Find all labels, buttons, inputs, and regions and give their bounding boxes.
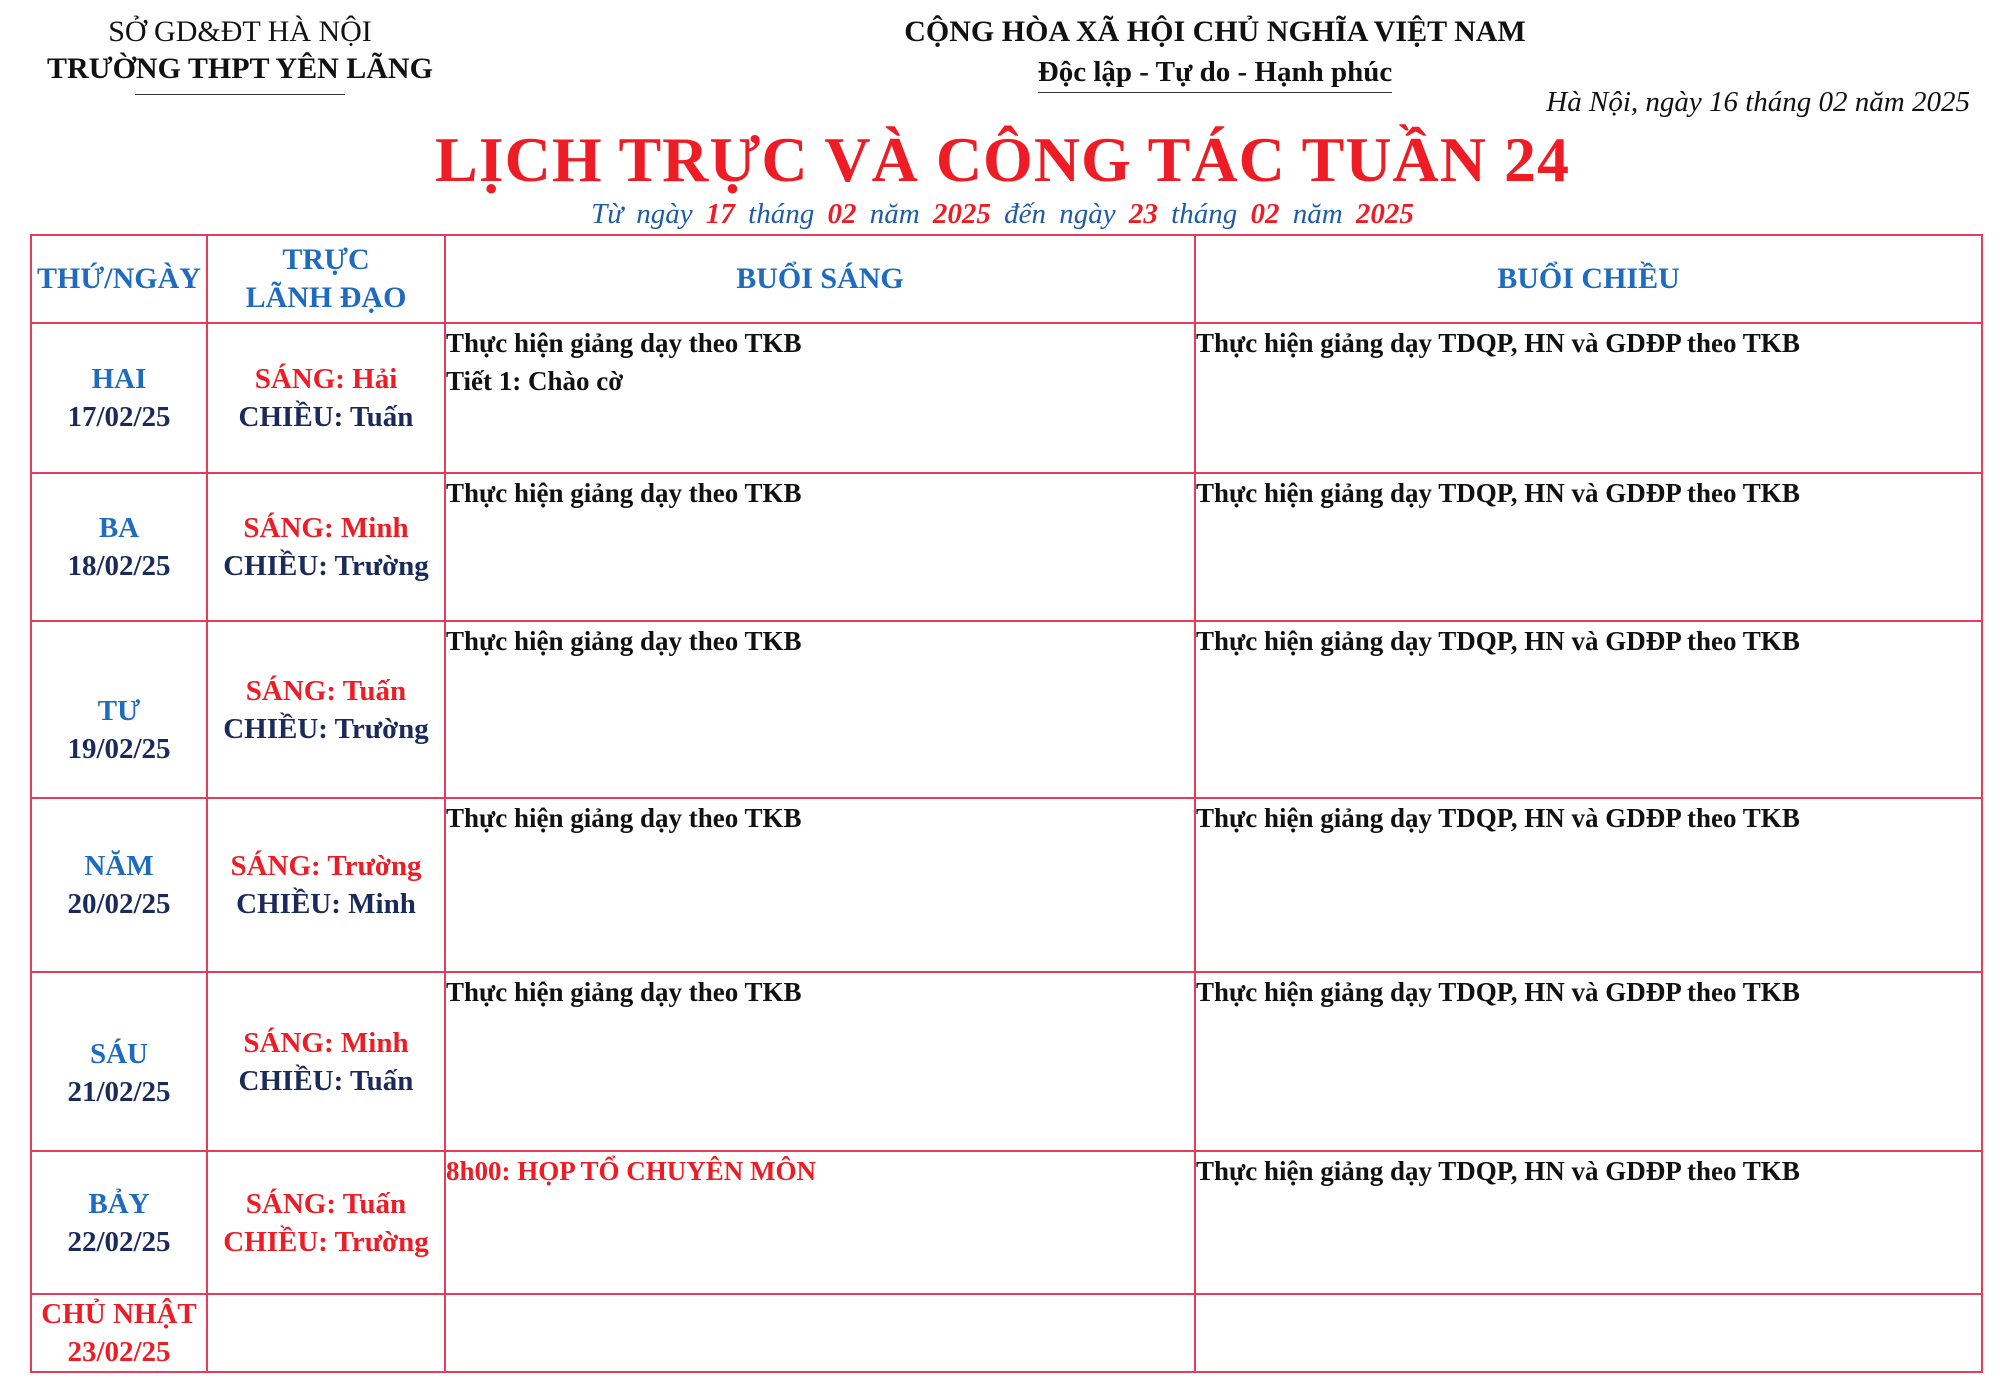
afternoon-activity: Thực hiện giảng dạy TDQP, HN và GDĐP theo TKB: [1196, 328, 1800, 358]
table-row: [31, 323, 1982, 473]
national-header: [860, 14, 1570, 93]
weekday: TƯ: [97, 694, 141, 727]
issuer-block: [30, 14, 450, 95]
lead-morning: SÁNG: Hải: [254, 363, 398, 395]
page-title: LỊCH TRỰC VÀ CÔNG TÁC TUẦN 24: [435, 124, 1570, 195]
afternoon-cell: [1195, 621, 1982, 798]
lead-morning: SÁNG: Minh: [243, 1026, 409, 1059]
lead-cell: [207, 621, 445, 798]
range-year-label: năm: [869, 198, 920, 230]
range-from-label: Từ ngày: [591, 198, 693, 230]
afternoon-activity: Thực hiện giảng dạy TDQP, HN và GDĐP theo TKB: [1196, 626, 1800, 656]
range-to-day: 23: [1128, 198, 1158, 230]
schedule-table: [30, 234, 1983, 1373]
afternoon-activity: Thực hiện giảng dạy TDQP, HN và GDĐP theo TKB: [1196, 803, 1800, 833]
date: 20/02/25: [67, 888, 171, 920]
morning-cell: [445, 1151, 1195, 1294]
lead-afternoon: CHIỀU: Tuấn: [238, 1064, 414, 1097]
date: 22/02/25: [67, 1225, 171, 1258]
weekday: BA: [98, 512, 140, 544]
lead-afternoon: CHIỀU: Tuấn: [238, 401, 414, 433]
national-motto: Độc lập - Tự do - Hạnh phúc: [1038, 54, 1393, 93]
department-name: SỞ GD&ĐT HÀ NỘI: [108, 15, 372, 48]
header-afternoon: BUỔI CHIỀU: [1195, 235, 1982, 323]
morning-activity: Thực hiện giảng dạy theo TKB: [446, 803, 802, 833]
lead-morning: SÁNG: Tuấn: [245, 1187, 407, 1220]
table-row: [31, 798, 1982, 972]
nation-title: CỘNG HÒA XÃ HỘI CHỦ NGHĨA VIỆT NAM: [904, 15, 1526, 48]
lead-morning: SÁNG: Trường: [230, 850, 422, 882]
afternoon-cell: [1195, 323, 1982, 473]
afternoon-cell: [1195, 473, 1982, 621]
afternoon-cell: [1195, 972, 1982, 1151]
header-row: [31, 235, 1982, 323]
place-date: Hà Nội, ngày 16 tháng 02 năm 2025: [1546, 86, 1970, 118]
lead-cell: [207, 473, 445, 621]
header-morning: BUỔI SÁNG: [445, 235, 1195, 323]
morning-cell: [445, 621, 1195, 798]
morning-cell: [445, 972, 1195, 1151]
day-cell: [31, 798, 207, 972]
weekday: CHỦ NHẬT: [41, 1298, 197, 1330]
table-row: [31, 1151, 1982, 1294]
day-cell: [31, 621, 207, 798]
lead-morning: SÁNG: Minh: [243, 512, 409, 544]
afternoon-activity: Thực hiện giảng dạy TDQP, HN và GDĐP theo TKB: [1196, 1156, 1800, 1186]
day-cell: [31, 1294, 207, 1372]
header-lead-line2: LÃNH ĐẠO: [245, 281, 407, 314]
range-to-month: 02: [1250, 198, 1280, 230]
weekday: NĂM: [84, 850, 154, 882]
lead-afternoon: CHIỀU: Minh: [236, 888, 416, 920]
date: 23/02/25: [67, 1336, 171, 1368]
morning-cell: [445, 1294, 1195, 1372]
issuer-underline: [135, 94, 345, 95]
morning-activity: 8h00: HỌP TỔ CHUYÊN MÔN: [446, 1156, 817, 1186]
header-lead-line1: TRỰC: [282, 243, 370, 276]
date-range: [0, 198, 2005, 231]
date: 17/02/25: [67, 401, 171, 433]
lead-cell: [207, 972, 445, 1151]
range-to-year: 2025: [1355, 198, 1414, 230]
date: 19/02/25: [67, 732, 171, 765]
morning-activity: Thực hiện giảng dạy theo TKB: [446, 626, 802, 656]
morning-activity: Tiết 1: Chào cờ: [446, 366, 624, 396]
range-month-label-2: tháng: [1171, 198, 1238, 230]
range-from-day: 17: [705, 198, 735, 230]
table-row: [31, 1294, 1982, 1372]
day-cell: [31, 972, 207, 1151]
range-from-month: 02: [827, 198, 857, 230]
lead-cell: [207, 798, 445, 972]
afternoon-activity: Thực hiện giảng dạy TDQP, HN và GDĐP theo TKB: [1196, 478, 1800, 508]
morning-cell: [445, 323, 1195, 473]
range-month-label: tháng: [748, 198, 815, 230]
lead-afternoon: CHIỀU: Trường: [223, 550, 429, 582]
range-year-label-2: năm: [1292, 198, 1343, 230]
table-row: [31, 473, 1982, 621]
day-cell: [31, 473, 207, 621]
table-row: [31, 621, 1982, 798]
lead-cell: [207, 323, 445, 473]
afternoon-activity: Thực hiện giảng dạy TDQP, HN và GDĐP theo TKB: [1196, 977, 1800, 1007]
lead-afternoon: CHIỀU: Trường: [223, 1225, 429, 1258]
morning-activity: Thực hiện giảng dạy theo TKB: [446, 977, 802, 1007]
header-lead: [207, 235, 445, 323]
morning-activity: Thực hiện giảng dạy theo TKB: [446, 328, 802, 358]
lead-cell: [207, 1151, 445, 1294]
day-cell: [31, 323, 207, 473]
weekday: SÁU: [89, 1037, 148, 1070]
afternoon-cell: [1195, 1151, 1982, 1294]
weekday: HAI: [91, 363, 147, 395]
morning-cell: [445, 798, 1195, 972]
header-day: THỨ/NGÀY: [31, 235, 207, 323]
afternoon-cell: [1195, 1294, 1982, 1372]
lead-cell: [207, 1294, 445, 1372]
afternoon-cell: [1195, 798, 1982, 972]
morning-cell: [445, 473, 1195, 621]
lead-afternoon: CHIỀU: Trường: [223, 712, 429, 745]
date: 21/02/25: [67, 1075, 171, 1108]
lead-morning: SÁNG: Tuấn: [245, 674, 407, 707]
school-name: TRƯỜNG THPT YÊN LÃNG: [47, 52, 433, 85]
range-to-label: đến ngày: [1004, 198, 1116, 230]
weekday: BẢY: [88, 1187, 150, 1220]
day-cell: [31, 1151, 207, 1294]
table-row: [31, 972, 1982, 1151]
date: 18/02/25: [67, 550, 171, 582]
range-from-year: 2025: [932, 198, 991, 230]
morning-activity: Thực hiện giảng dạy theo TKB: [446, 478, 802, 508]
